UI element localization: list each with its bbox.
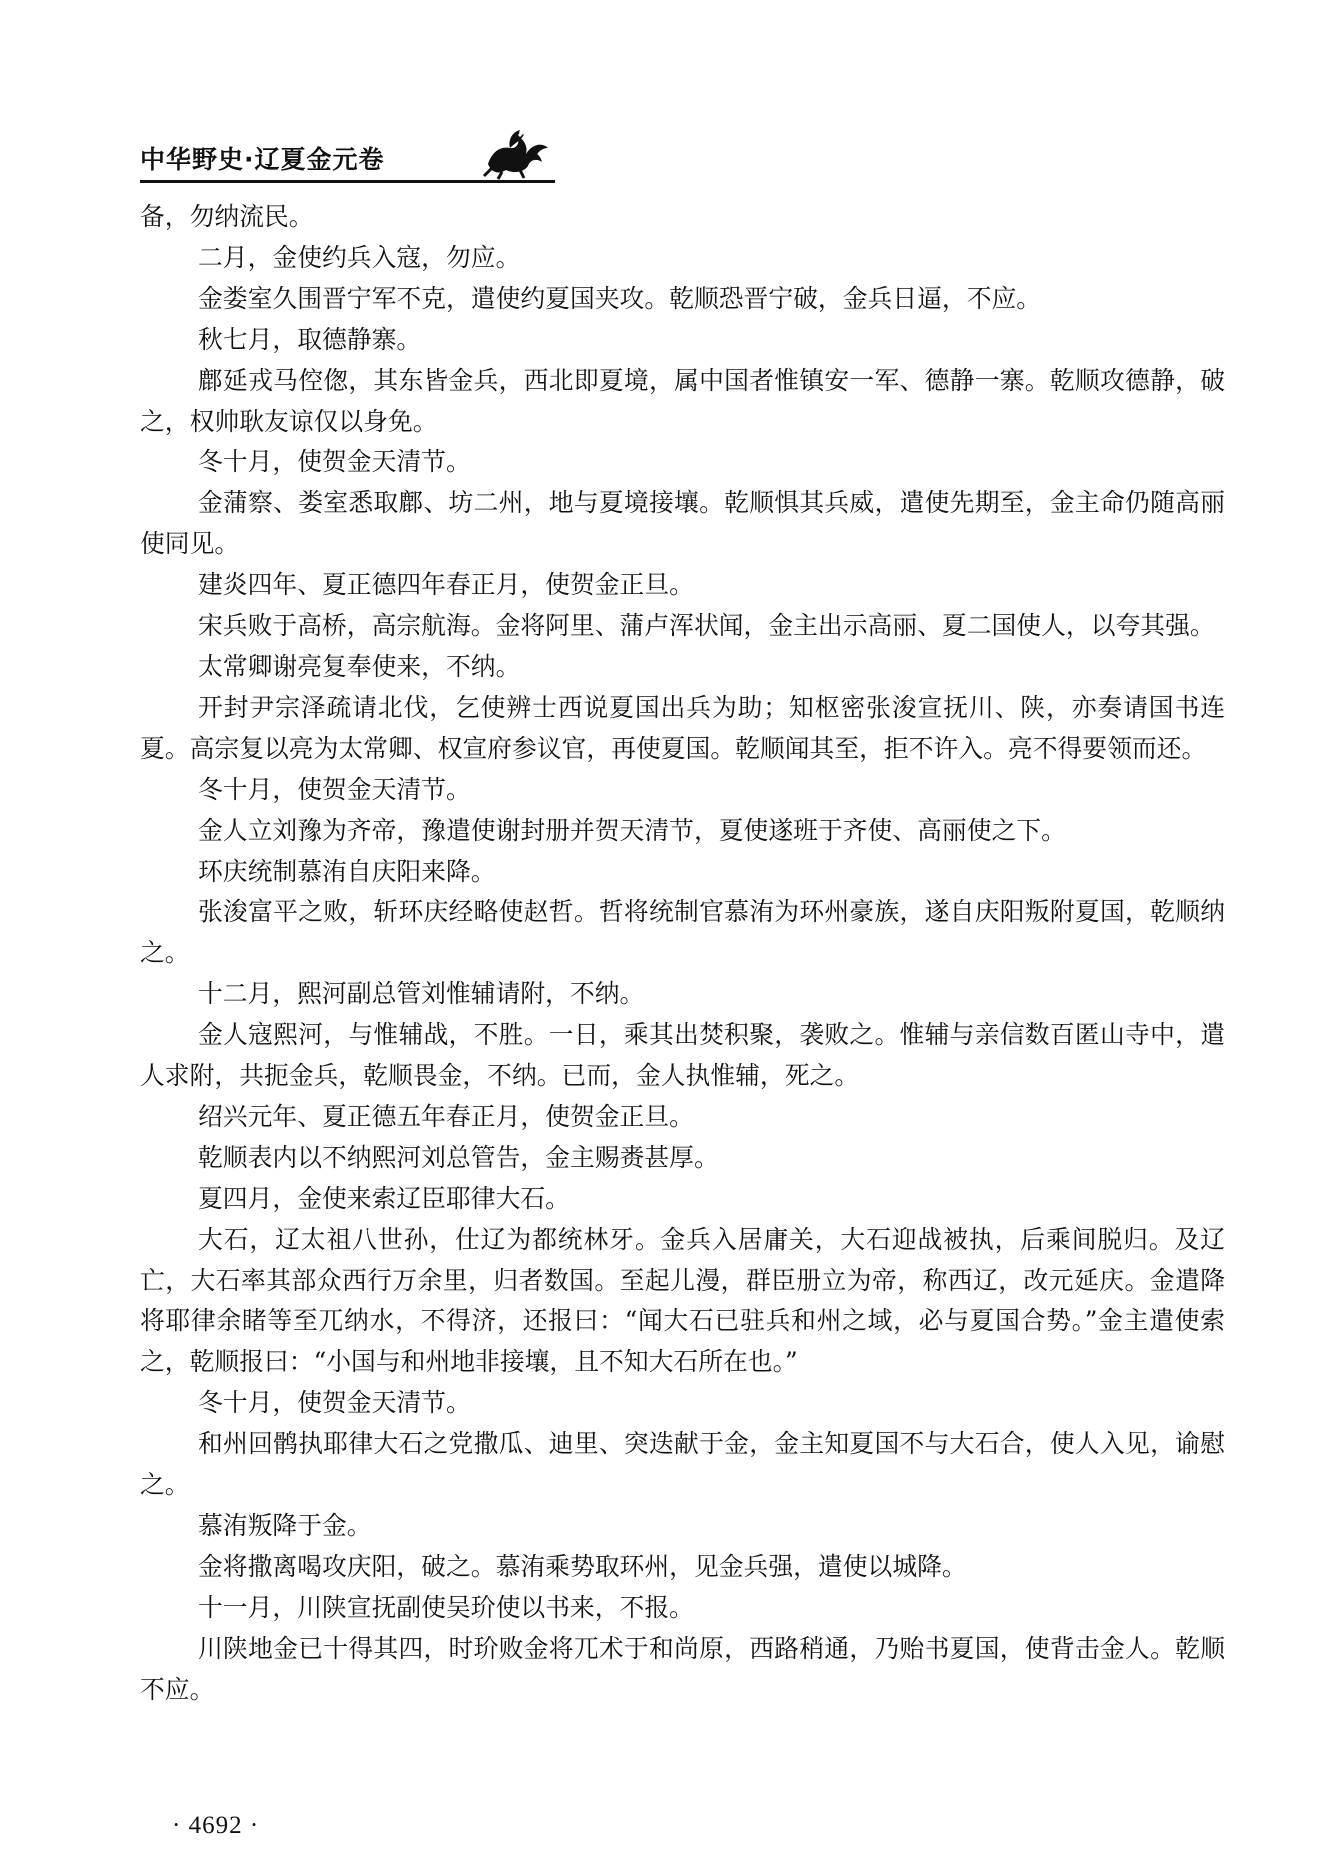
page-number: · 4692 · xyxy=(172,1812,260,1839)
body-text xyxy=(140,197,1225,1711)
paragraph: 绍兴元年、夏正德五年春正月，使贺金正旦。 xyxy=(198,1101,694,1131)
running-header xyxy=(140,138,555,184)
paragraph: 金人寇熙河，与惟辅战，不胜。一日，乘其出焚积聚，袭败之。惟辅与亲信数百匿山寺中，遣人求附，共扼金兵，乾顺畏金，不纳。已而，金人执惟辅，死之。 xyxy=(140,1020,1225,1091)
dragon-emblem-icon xyxy=(480,124,552,180)
paragraph: 十一月，川陕宣抚副使吴玠使以书来，不报。 xyxy=(198,1592,694,1622)
paragraph: 宋兵败于高桥，高宗航海。金将阿里、蒲卢浑状闻，金主出示高丽、夏二国使人，以夸其强。 xyxy=(198,611,1215,641)
paragraph: 备，勿纳流民。 xyxy=(140,202,314,231)
paragraph: 金蒲察、娄室悉取鄜、坊二州，地与夏境接壤。乾顺惧其兵威，遣使先期至，金主命仍随高丽使同见。 xyxy=(140,488,1225,559)
paragraph: 秋七月，取德静寨。 xyxy=(198,324,422,354)
paragraph: 开封尹宗泽疏请北伐，乞使辨士西说夏国出兵为助；知枢密张浚宣抚川、陕，亦奏请国书连夏。高宗复以亮为太常卿、权宣府参议官，再使夏国。乾顺闻其至，拒不许入。亮不得要领而还。 xyxy=(140,692,1225,763)
paragraph: 大石，辽太祖八世孙，仕辽为都统林牙。金兵入居庸关，大石迎战被执，后乘间脱归。及辽亡，大石率其部众西行万余里，归者数国。至起儿漫，群臣册立为帝，称西辽，改元延庆。金遣降将耶律余睹等至兀纳水，不得济，还报曰：“闻大石已驻兵和州之域，必与夏国合势。”金主遣使索之，乾顺报曰：“小国与和州地非接壤，且不知大石所在也。” xyxy=(140,1224,1225,1377)
paragraph: 张浚富平之败，斩环庆经略使赵哲。哲将统制官慕洧为环州豪族，遂自庆阳叛附夏国，乾顺纳之。 xyxy=(140,897,1225,968)
paragraph: 夏四月，金使来索辽臣耶律大石。 xyxy=(198,1183,570,1213)
running-header-title: 中华野史·辽夏金元卷 xyxy=(140,145,385,174)
paragraph: 环庆统制慕洧自庆阳来降。 xyxy=(198,856,496,886)
paragraph: 乾顺表内以不纳熙河刘总管告，金主赐赉甚厚。 xyxy=(198,1142,719,1172)
paragraph: 冬十月，使贺金天清节。 xyxy=(198,1388,471,1418)
paragraph: 慕洧叛降于金。 xyxy=(198,1511,372,1540)
paragraph: 太常卿谢亮复奉使来，不纳。 xyxy=(198,651,521,681)
paragraph: 十二月，熙河副总管刘惟辅请附，不纳。 xyxy=(198,979,645,1009)
paragraph: 冬十月，使贺金天清节。 xyxy=(198,447,471,477)
paragraph: 鄜延戎马倥偬，其东皆金兵，西北即夏境，属中国者惟镇安一军、德静一寨。乾顺攻德静，破之，权帅耿友谅仅以身免。 xyxy=(140,365,1225,436)
paragraph: 川陕地金已十得其四，时玠败金将兀术于和尚原，西路稍通，乃贻书夏国，使背击金人。乾顺不应。 xyxy=(140,1633,1225,1704)
paragraph: 二月，金使约兵入寇，勿应。 xyxy=(198,242,521,272)
paragraph: 金将撒离喝攻庆阳，破之。慕洧乘势取环州，见金兵强，遣使以城降。 xyxy=(198,1551,967,1581)
paragraph: 金娄室久围晋宁军不克，遣使约夏国夹攻。乾顺恐晋宁破，金兵日逼，不应。 xyxy=(198,283,1042,313)
paragraph: 金人立刘豫为齐帝，豫遣使谢封册并贺天清节，夏使遂班于齐使、高丽使之下。 xyxy=(198,815,1066,845)
paragraph: 和州回鹘执耶律大石之党撒瓜、迪里、突迭献于金，金主知夏国不与大石合，使人入见，谕慰之。 xyxy=(140,1429,1225,1500)
paragraph: 建炎四年、夏正德四年春正月，使贺金正旦。 xyxy=(198,570,694,600)
paragraph: 冬十月，使贺金天清节。 xyxy=(198,774,471,804)
header-rule xyxy=(140,180,555,183)
